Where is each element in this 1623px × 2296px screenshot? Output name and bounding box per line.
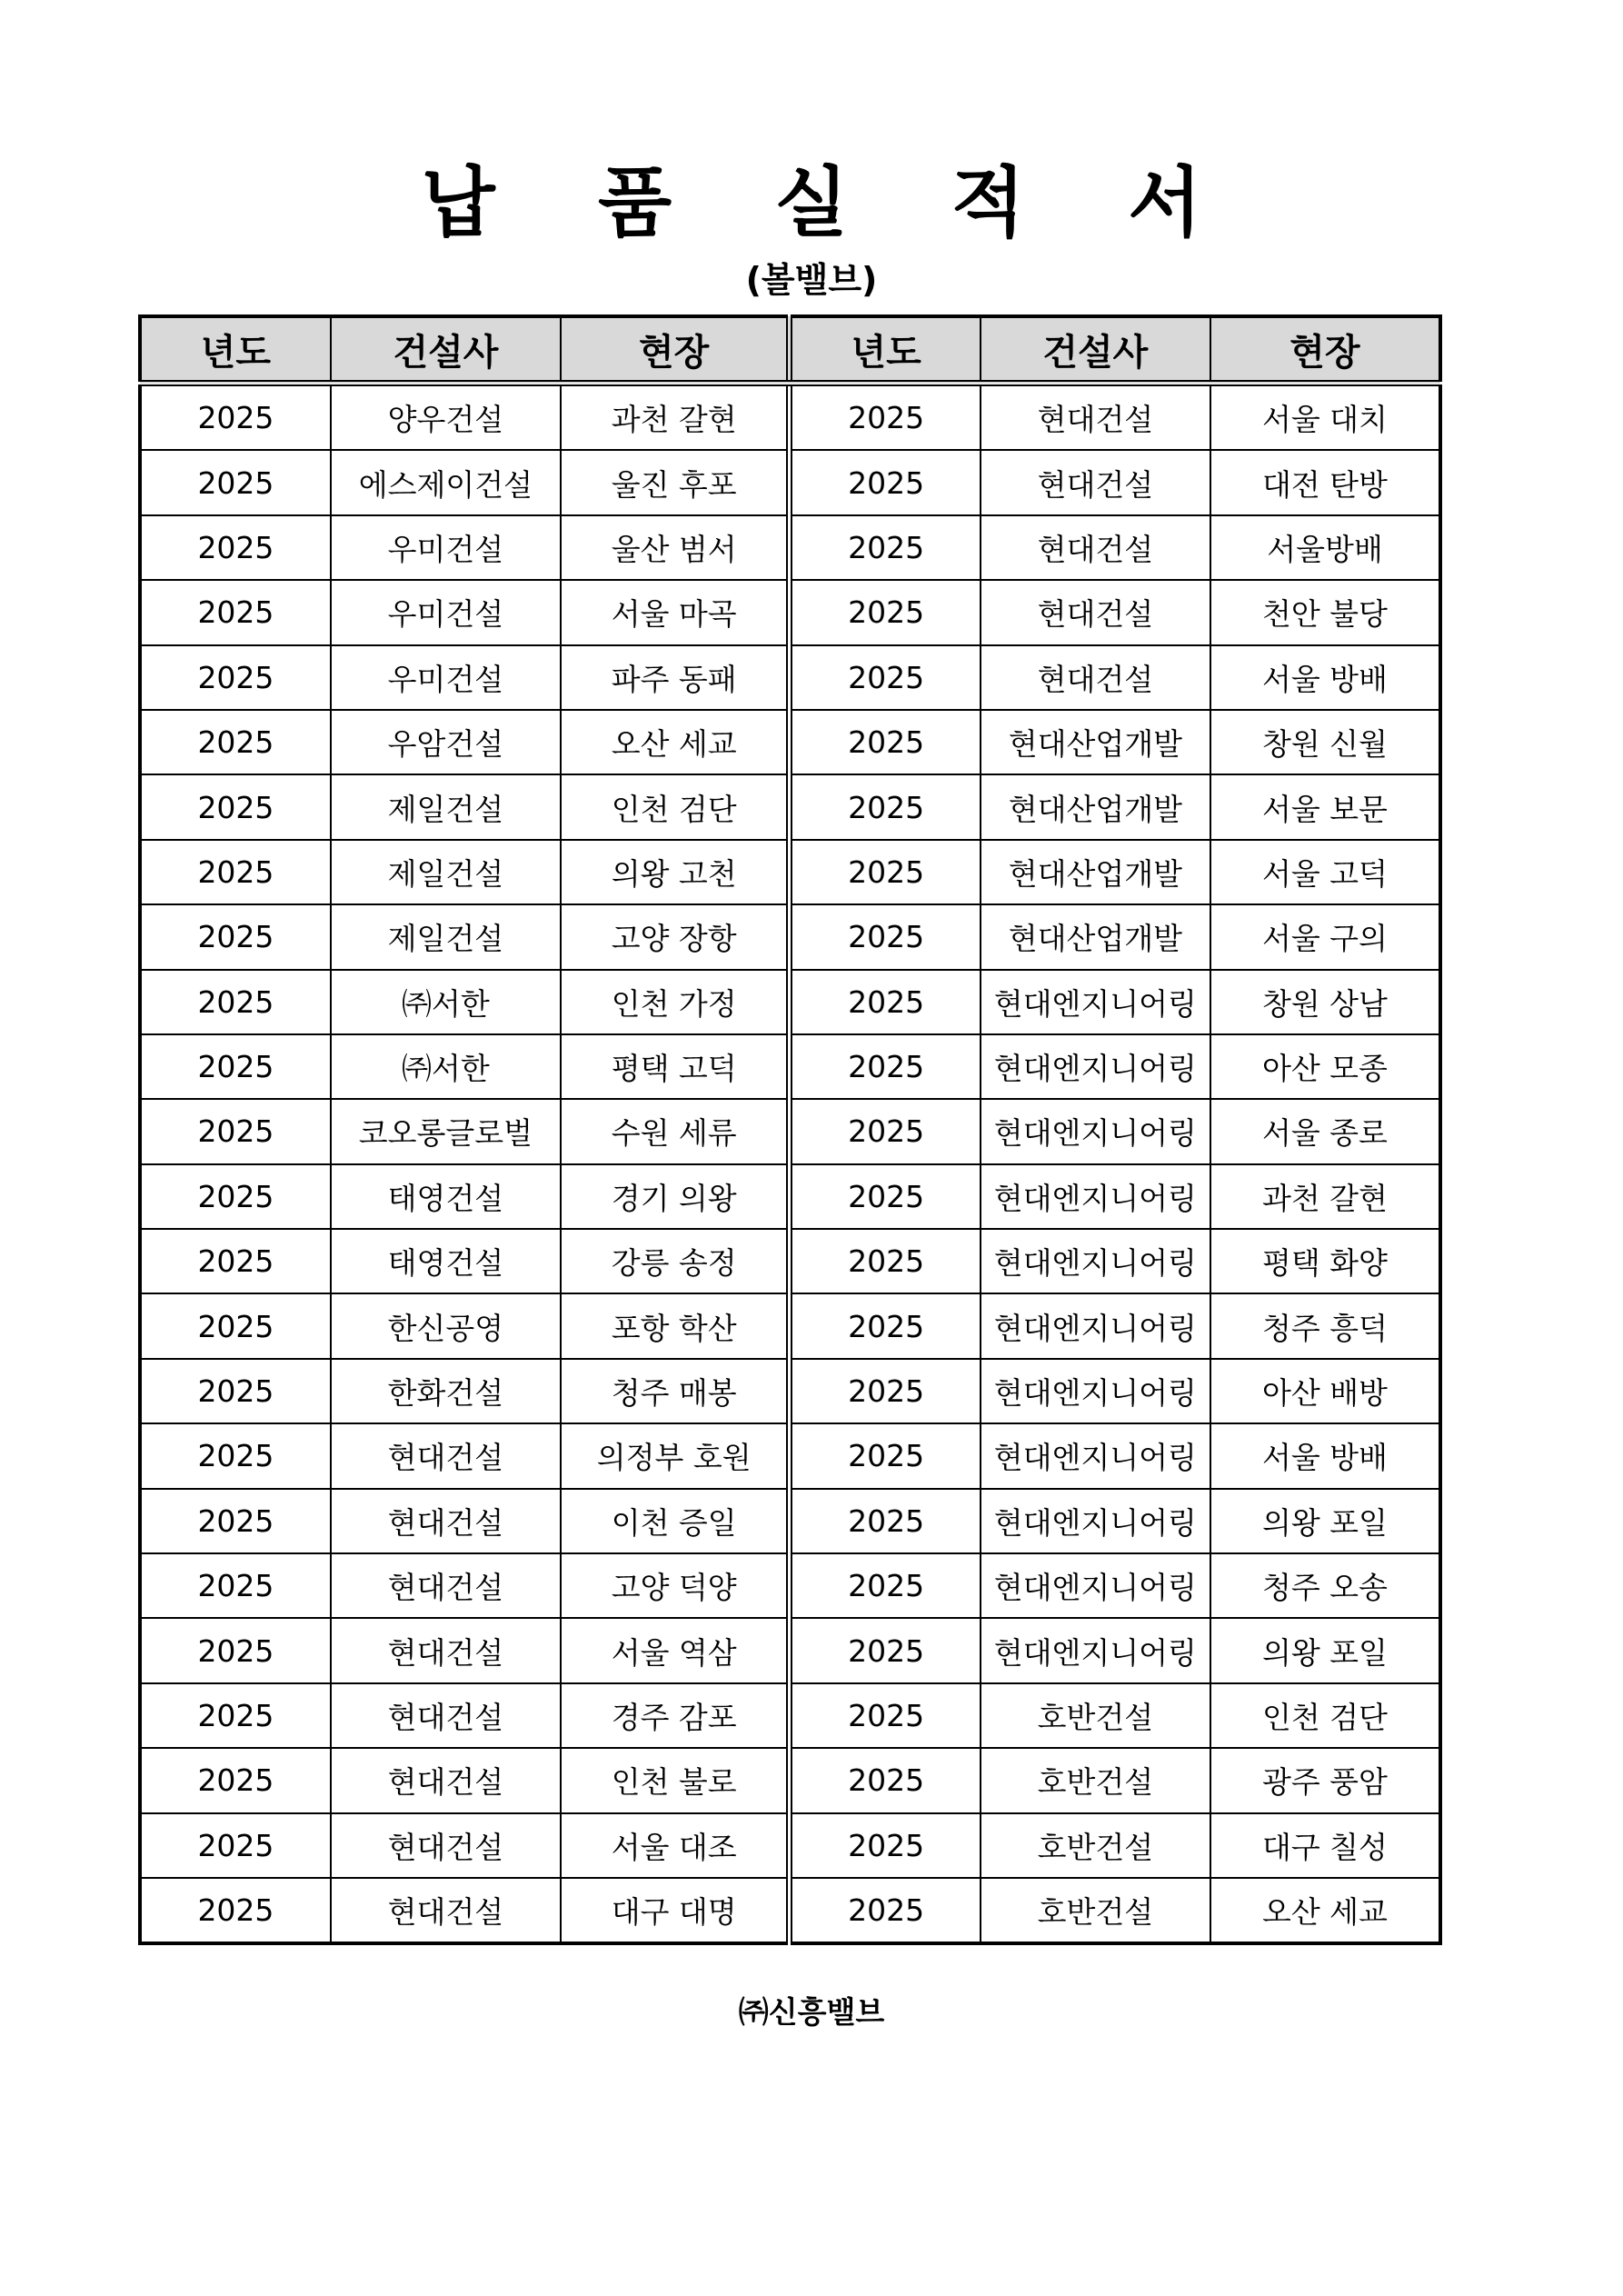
cell-site-right: 인천 검단	[1210, 1683, 1440, 1748]
cell-site-right: 의왕 포일	[1210, 1618, 1440, 1682]
cell-company-left: 현대건설	[331, 1878, 561, 1943]
cell-year-left: 2025	[140, 1618, 331, 1682]
cell-site-right: 과천 갈현	[1210, 1164, 1440, 1229]
cell-year-left: 2025	[140, 840, 331, 904]
cell-company-left: 현대건설	[331, 1423, 561, 1488]
cell-site-left: 서울 대조	[561, 1813, 790, 1878]
cell-company-left: 한신공영	[331, 1293, 561, 1358]
cell-company-right: 현대엔지니어링	[981, 1618, 1210, 1682]
cell-site-right: 창원 신월	[1210, 710, 1440, 774]
table-row	[140, 1423, 1440, 1488]
cell-company-right: 현대엔지니어링	[981, 1489, 1210, 1553]
cell-year-left: 2025	[140, 580, 331, 644]
cell-year-right: 2025	[790, 580, 981, 644]
cell-site-left: 이천 증일	[561, 1489, 790, 1553]
cell-company-right: 현대건설	[981, 384, 1210, 451]
cell-site-left: 서울 역삼	[561, 1618, 790, 1682]
table-row	[140, 1229, 1440, 1293]
table-row	[140, 515, 1440, 580]
cell-year-right: 2025	[790, 1813, 981, 1878]
cell-site-left: 경기 의왕	[561, 1164, 790, 1229]
cell-company-left: 현대건설	[331, 1683, 561, 1748]
cell-company-left: 한화건설	[331, 1359, 561, 1423]
cell-site-left: 고양 장항	[561, 904, 790, 969]
table-row	[140, 1813, 1440, 1878]
cell-company-left: ㈜서한	[331, 970, 561, 1034]
table-row	[140, 645, 1440, 710]
cell-year-left: 2025	[140, 1099, 331, 1163]
cell-site-left: 파주 동패	[561, 645, 790, 710]
cell-year-right: 2025	[790, 1878, 981, 1943]
cell-company-right: 현대건설	[981, 450, 1210, 514]
cell-company-right: 현대엔지니어링	[981, 1164, 1210, 1229]
cell-site-right: 의왕 포일	[1210, 1489, 1440, 1553]
cell-year-right: 2025	[790, 515, 981, 580]
cell-year-right: 2025	[790, 1359, 981, 1423]
header-year-right: 년도	[790, 316, 981, 384]
header-site-right: 현장	[1210, 316, 1440, 384]
cell-site-right: 청주 오송	[1210, 1553, 1440, 1618]
cell-company-right: 현대엔지니어링	[981, 1293, 1210, 1358]
cell-company-left: 에스제이건설	[331, 450, 561, 514]
cell-site-right: 대전 탄방	[1210, 450, 1440, 514]
cell-company-right: 현대건설	[981, 515, 1210, 580]
header-company-left: 건설사	[331, 316, 561, 384]
table-row	[140, 1748, 1440, 1812]
cell-year-right: 2025	[790, 1618, 981, 1682]
cell-site-right: 창원 상남	[1210, 970, 1440, 1034]
cell-company-left: 현대건설	[331, 1618, 561, 1682]
cell-company-right: 현대산업개발	[981, 904, 1210, 969]
cell-company-right: 현대건설	[981, 580, 1210, 644]
cell-year-right: 2025	[790, 645, 981, 710]
table-row	[140, 710, 1440, 774]
cell-year-right: 2025	[790, 1034, 981, 1099]
cell-year-right: 2025	[790, 774, 981, 839]
table-row	[140, 904, 1440, 969]
cell-year-left: 2025	[140, 970, 331, 1034]
cell-company-left: 우암건설	[331, 710, 561, 774]
cell-company-right: 현대엔지니어링	[981, 970, 1210, 1034]
cell-year-left: 2025	[140, 450, 331, 514]
cell-year-left: 2025	[140, 384, 331, 451]
cell-year-left: 2025	[140, 515, 331, 580]
cell-year-right: 2025	[790, 1164, 981, 1229]
cell-site-left: 오산 세교	[561, 710, 790, 774]
cell-site-left: 울진 후포	[561, 450, 790, 514]
cell-site-right: 서울 방배	[1210, 1423, 1440, 1488]
cell-year-left: 2025	[140, 1423, 331, 1488]
records-body	[140, 384, 1440, 1944]
cell-site-right: 서울 고덕	[1210, 840, 1440, 904]
cell-company-left: 태영건설	[331, 1164, 561, 1229]
cell-company-right: 현대산업개발	[981, 774, 1210, 839]
cell-year-left: 2025	[140, 1553, 331, 1618]
cell-year-left: 2025	[140, 1878, 331, 1943]
cell-site-left: 인천 불로	[561, 1748, 790, 1812]
table-row	[140, 1618, 1440, 1682]
cell-company-right: 현대엔지니어링	[981, 1553, 1210, 1618]
cell-company-right: 현대산업개발	[981, 710, 1210, 774]
cell-year-left: 2025	[140, 1164, 331, 1229]
cell-company-right: 현대엔지니어링	[981, 1359, 1210, 1423]
cell-year-left: 2025	[140, 1229, 331, 1293]
cell-company-right: 현대건설	[981, 645, 1210, 710]
cell-site-right: 아산 모종	[1210, 1034, 1440, 1099]
cell-site-left: 의정부 호원	[561, 1423, 790, 1488]
table-row	[140, 1034, 1440, 1099]
cell-site-left: 수원 세류	[561, 1099, 790, 1163]
cell-site-right: 천안 불당	[1210, 580, 1440, 644]
company-footer: ㈜신흥밸브	[738, 1994, 885, 2030]
cell-year-left: 2025	[140, 1813, 331, 1878]
cell-year-right: 2025	[790, 1229, 981, 1293]
cell-year-right: 2025	[790, 450, 981, 514]
cell-site-right: 서울방배	[1210, 515, 1440, 580]
header-year-left: 년도	[140, 316, 331, 384]
cell-year-left: 2025	[140, 1359, 331, 1423]
cell-company-left: 현대건설	[331, 1553, 561, 1618]
cell-site-right: 평택 화양	[1210, 1229, 1440, 1293]
cell-year-left: 2025	[140, 1034, 331, 1099]
cell-year-left: 2025	[140, 710, 331, 774]
table-row	[140, 1099, 1440, 1163]
cell-company-left: 태영건설	[331, 1229, 561, 1293]
cell-site-right: 서울 보문	[1210, 774, 1440, 839]
header-site-left: 현장	[561, 316, 790, 384]
cell-year-right: 2025	[790, 1748, 981, 1812]
cell-site-right: 오산 세교	[1210, 1878, 1440, 1943]
cell-year-right: 2025	[790, 1489, 981, 1553]
cell-company-left: ㈜서한	[331, 1034, 561, 1099]
cell-year-right: 2025	[790, 710, 981, 774]
cell-year-right: 2025	[790, 1099, 981, 1163]
cell-site-left: 경주 감포	[561, 1683, 790, 1748]
cell-company-left: 현대건설	[331, 1748, 561, 1812]
cell-site-right: 서울 방배	[1210, 645, 1440, 710]
table-row	[140, 1878, 1440, 1943]
cell-year-right: 2025	[790, 1553, 981, 1618]
cell-site-left: 청주 매봉	[561, 1359, 790, 1423]
cell-year-right: 2025	[790, 1293, 981, 1358]
table-row	[140, 384, 1440, 451]
cell-year-left: 2025	[140, 1293, 331, 1358]
table-row	[140, 1553, 1440, 1618]
cell-site-left: 의왕 고천	[561, 840, 790, 904]
table-row	[140, 840, 1440, 904]
table-row	[140, 1293, 1440, 1358]
cell-company-left: 현대건설	[331, 1813, 561, 1878]
cell-site-left: 고양 덕양	[561, 1553, 790, 1618]
cell-company-left: 우미건설	[331, 580, 561, 644]
cell-company-right: 호반건설	[981, 1748, 1210, 1812]
cell-site-right: 서울 구의	[1210, 904, 1440, 969]
cell-company-right: 호반건설	[981, 1683, 1210, 1748]
cell-year-left: 2025	[140, 904, 331, 969]
table-row	[140, 970, 1440, 1034]
cell-site-left: 강릉 송정	[561, 1229, 790, 1293]
table-row	[140, 1489, 1440, 1553]
table-row	[140, 774, 1440, 839]
cell-year-left: 2025	[140, 1683, 331, 1748]
cell-company-left: 제일건설	[331, 840, 561, 904]
cell-year-left: 2025	[140, 1489, 331, 1553]
cell-company-right: 현대엔지니어링	[981, 1423, 1210, 1488]
cell-site-right: 아산 배방	[1210, 1359, 1440, 1423]
table-row	[140, 580, 1440, 644]
cell-year-right: 2025	[790, 1423, 981, 1488]
cell-company-right: 호반건설	[981, 1878, 1210, 1943]
cell-year-right: 2025	[790, 384, 981, 451]
cell-company-left: 양우건설	[331, 384, 561, 451]
cell-site-left: 인천 검단	[561, 774, 790, 839]
cell-site-left: 포항 학산	[561, 1293, 790, 1358]
cell-company-left: 코오롱글로벌	[331, 1099, 561, 1163]
cell-company-left: 우미건설	[331, 645, 561, 710]
table-row	[140, 1683, 1440, 1748]
cell-company-left: 우미건설	[331, 515, 561, 580]
table-row	[140, 1164, 1440, 1229]
cell-company-right: 현대산업개발	[981, 840, 1210, 904]
table-row	[140, 450, 1440, 514]
delivery-records-table	[138, 314, 1442, 1945]
cell-site-left: 인천 가정	[561, 970, 790, 1034]
cell-year-right: 2025	[790, 1683, 981, 1748]
cell-company-left: 제일건설	[331, 774, 561, 839]
cell-site-left: 서울 마곡	[561, 580, 790, 644]
cell-site-left: 과천 갈현	[561, 384, 790, 451]
header-company-right: 건설사	[981, 316, 1210, 384]
cell-year-left: 2025	[140, 1748, 331, 1812]
cell-company-right: 현대엔지니어링	[981, 1229, 1210, 1293]
cell-site-right: 서울 종로	[1210, 1099, 1440, 1163]
cell-company-left: 현대건설	[331, 1489, 561, 1553]
cell-company-right: 현대엔지니어링	[981, 1034, 1210, 1099]
cell-site-left: 울산 범서	[561, 515, 790, 580]
cell-company-left: 제일건설	[331, 904, 561, 969]
cell-year-right: 2025	[790, 970, 981, 1034]
table-row	[140, 1359, 1440, 1423]
cell-site-right: 청주 흥덕	[1210, 1293, 1440, 1358]
document-subtitle: (볼밸브)	[745, 260, 878, 300]
cell-year-right: 2025	[790, 904, 981, 969]
cell-company-right: 호반건설	[981, 1813, 1210, 1878]
table-header-row	[140, 316, 1440, 384]
cell-year-right: 2025	[790, 840, 981, 904]
cell-year-left: 2025	[140, 774, 331, 839]
cell-site-right: 대구 칠성	[1210, 1813, 1440, 1878]
document-title: 납 품 실 적 서	[421, 158, 1240, 247]
cell-site-left: 평택 고덕	[561, 1034, 790, 1099]
cell-company-right: 현대엔지니어링	[981, 1099, 1210, 1163]
cell-year-left: 2025	[140, 645, 331, 710]
cell-site-left: 대구 대명	[561, 1878, 790, 1943]
cell-site-right: 광주 풍암	[1210, 1748, 1440, 1812]
cell-site-right: 서울 대치	[1210, 384, 1440, 451]
